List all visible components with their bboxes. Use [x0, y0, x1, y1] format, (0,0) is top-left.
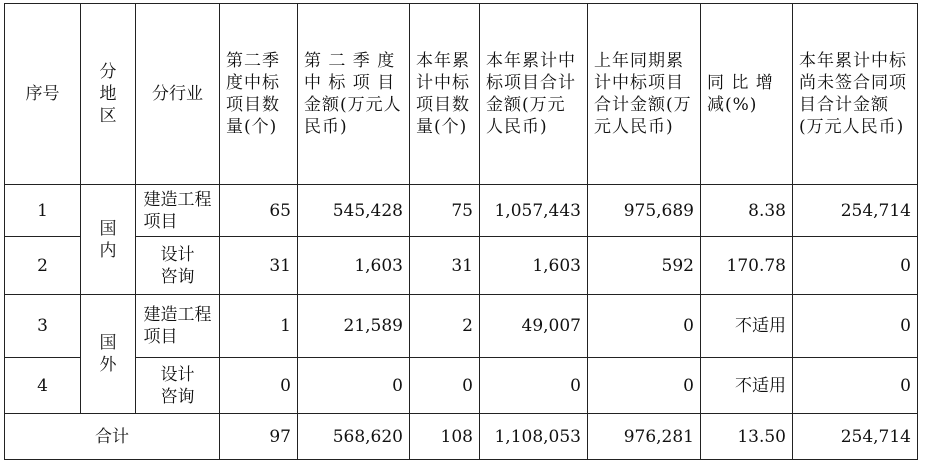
row-prev-amount: 0 — [588, 295, 701, 358]
total-q2-amount: 568,620 — [298, 414, 410, 460]
row-industry: 建造工程项目 — [136, 185, 220, 237]
row-industry: 建造工程项目 — [136, 295, 220, 358]
total-q2-count: 97 — [220, 414, 298, 460]
row-ytd-amount: 1,057,443 — [480, 185, 588, 237]
total-row — [5, 414, 918, 460]
table-row — [5, 237, 918, 295]
row-q2-count: 1 — [220, 295, 298, 358]
row-yoy: 不适用 — [701, 358, 793, 414]
row-prev-amount: 592 — [588, 237, 701, 295]
row-ytd-count: 0 — [410, 358, 480, 414]
row-q2-amount: 0 — [298, 358, 410, 414]
row-yoy: 170.78 — [701, 237, 793, 295]
header-prev-amount: 上年同期累计中标项目合计金额(万元人民币) — [588, 4, 701, 185]
row-q2-count: 65 — [220, 185, 298, 237]
row-ytd-count: 31 — [410, 237, 480, 295]
region-overseas: 国外 — [81, 295, 136, 414]
row-seq: 4 — [5, 358, 81, 414]
header-yoy: 同 比 增减(%) — [701, 4, 793, 185]
row-unsigned: 0 — [793, 358, 918, 414]
row-prev-amount: 0 — [588, 358, 701, 414]
header-q2-amount: 第 二 季 度中 标 项 目金额(万元人民币) — [298, 4, 410, 185]
row-industry: 设计咨询 — [136, 237, 220, 295]
total-ytd-amount: 1,108,053 — [480, 414, 588, 460]
header-seq: 序号 — [5, 4, 81, 185]
header-industry: 分行业 — [136, 4, 220, 185]
header-ytd-count: 本年累计中标项目数量(个) — [410, 4, 480, 185]
table-row — [5, 358, 918, 414]
row-q2-amount: 1,603 — [298, 237, 410, 295]
total-ytd-count: 108 — [410, 414, 480, 460]
row-seq: 2 — [5, 237, 81, 295]
header-ytd-amount: 本年累计中标项目合计金额(万元人民币) — [480, 4, 588, 185]
row-seq: 3 — [5, 295, 81, 358]
row-ytd-amount: 0 — [480, 358, 588, 414]
header-unsigned: 本年累计中标尚未签合同项目合计金额(万元人民币) — [793, 4, 918, 185]
row-unsigned: 0 — [793, 237, 918, 295]
row-q2-amount: 21,589 — [298, 295, 410, 358]
row-ytd-count: 75 — [410, 185, 480, 237]
table-row — [5, 185, 918, 237]
row-q2-count: 31 — [220, 237, 298, 295]
header-region: 分地区 — [81, 4, 136, 185]
row-unsigned: 0 — [793, 295, 918, 358]
bid-summary-table — [4, 3, 918, 460]
row-seq: 1 — [5, 185, 81, 237]
header-q2-count: 第二季度中标项目数量(个) — [220, 4, 298, 185]
total-unsigned: 254,714 — [793, 414, 918, 460]
row-q2-count: 0 — [220, 358, 298, 414]
total-yoy: 13.50 — [701, 414, 793, 460]
row-q2-amount: 545,428 — [298, 185, 410, 237]
row-yoy: 8.38 — [701, 185, 793, 237]
region-domestic: 国内 — [81, 185, 136, 295]
total-prev-amount: 976,281 — [588, 414, 701, 460]
row-yoy: 不适用 — [701, 295, 793, 358]
total-label: 合计 — [5, 414, 220, 460]
table-row — [5, 295, 918, 358]
row-ytd-amount: 1,603 — [480, 237, 588, 295]
row-ytd-count: 2 — [410, 295, 480, 358]
row-ytd-amount: 49,007 — [480, 295, 588, 358]
row-prev-amount: 975,689 — [588, 185, 701, 237]
header-row — [5, 4, 918, 185]
row-unsigned: 254,714 — [793, 185, 918, 237]
row-industry: 设计咨询 — [136, 358, 220, 414]
